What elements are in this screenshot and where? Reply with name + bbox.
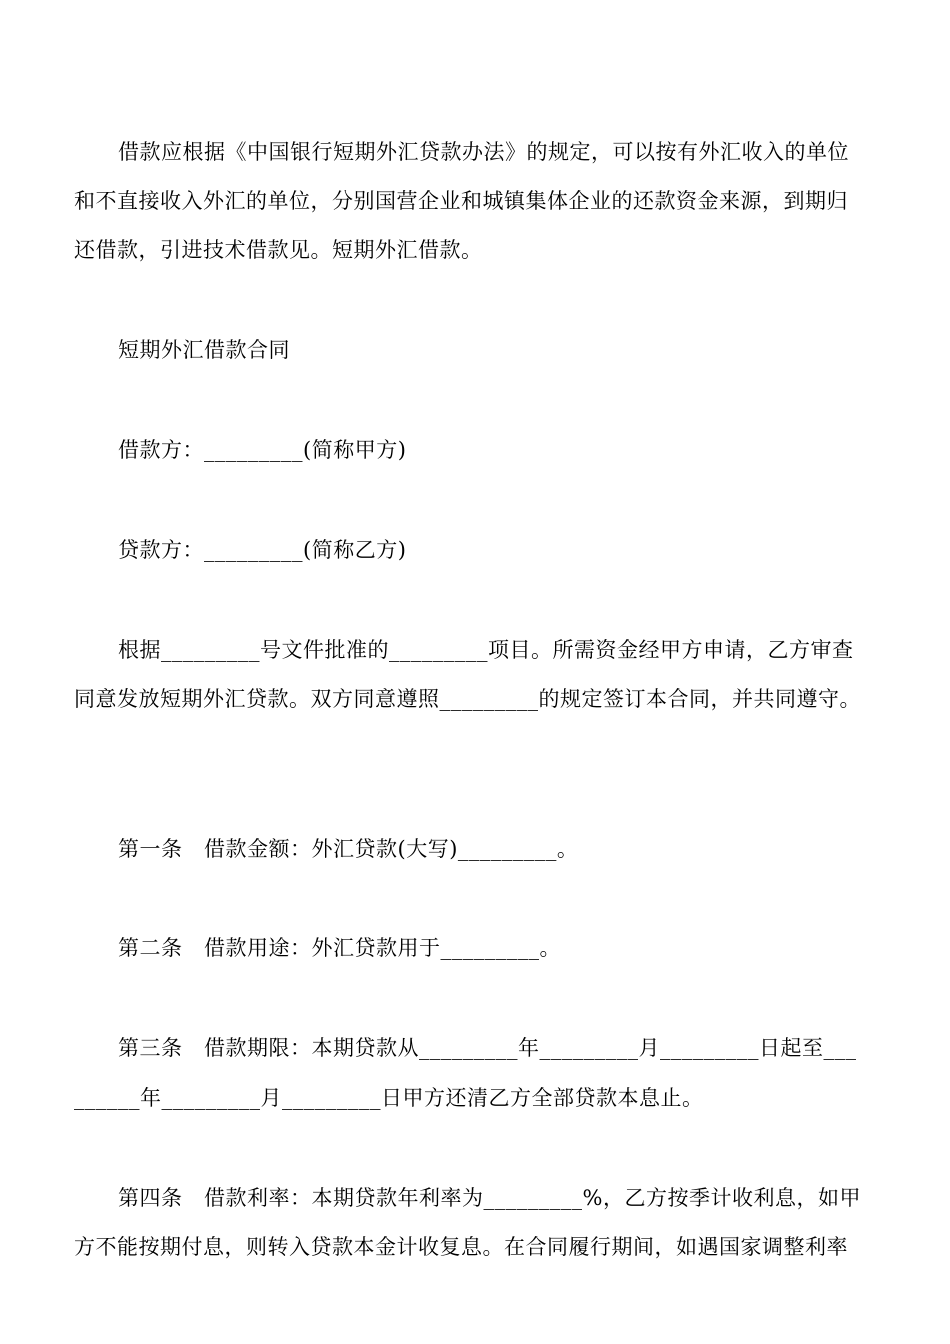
preamble-line-1: 根据_________号文件批准的_________项目。所需资金经甲方申请，乙方审查: [118, 638, 854, 662]
article-3-line-2: ______年_________月_________日甲方还清乙方全部贷款本息止。: [74, 1086, 704, 1110]
intro-line-1: 借款应根据《中国银行短期外汇贷款办法》的规定，可以按有外汇收入的单位: [118, 140, 849, 164]
intro-line-2: 和不直接收入外汇的单位，分别国营企业和城镇集体企业的还款资金来源，到期归: [74, 189, 848, 213]
article-3-line-1: 第三条 借款期限：本期贷款从_________年_________月_________日起至___: [118, 1036, 857, 1060]
article-4-line-1: 第四条 借款利率：本期贷款年利率为_________%，乙方按季计收利息，如甲: [118, 1186, 861, 1210]
lender-line: 贷款方：_________(简称乙方): [118, 538, 407, 562]
preamble-line-2: 同意发放短期外汇贷款。双方同意遵照_________的规定签订本合同，并共同遵守。: [74, 687, 861, 711]
article-2: 第二条 借款用途：外汇贷款用于_________。: [118, 936, 561, 960]
intro-line-3: 还借款，引进技术借款见。短期外汇借款。: [74, 238, 483, 262]
article-4-line-2: 方不能按期付息，则转入贷款本金计收复息。在合同履行期间，如遇国家调整利率: [74, 1235, 848, 1259]
contract-title: 短期外汇借款合同: [118, 338, 290, 362]
borrower-line: 借款方：_________(简称甲方): [118, 438, 407, 462]
article-1: 第一条 借款金额：外汇贷款(大写)_________。: [118, 837, 579, 861]
